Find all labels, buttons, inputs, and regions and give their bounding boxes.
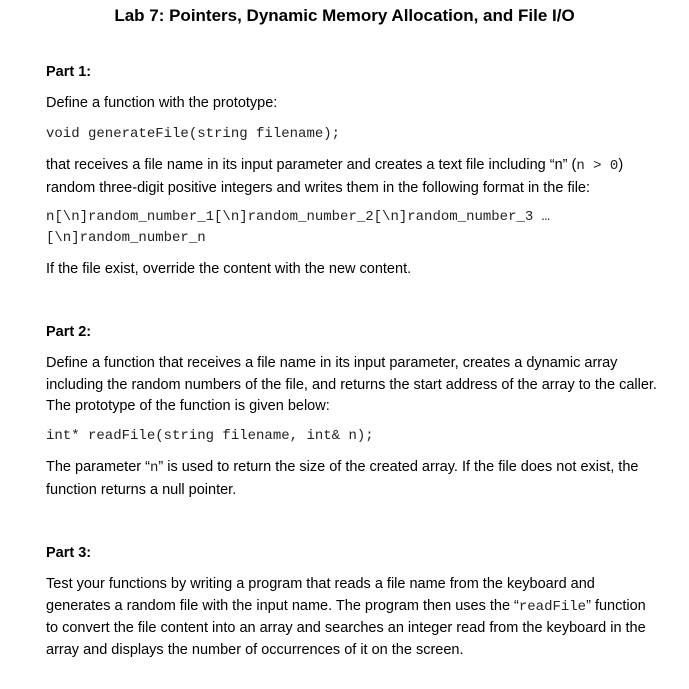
- part2-parameter-note: [46, 457, 659, 501]
- part1-desc-code: n > 0: [576, 158, 619, 174]
- part2-param-text-b: ” is used to return the size of the created array. If the file does not exist, the function returns a null pointer.: [46, 459, 639, 498]
- part3-heading: Part 3:: [46, 545, 92, 561]
- part2-prototype: int* readFile(string filename, int& n);: [46, 428, 374, 444]
- part2-heading: Part 2:: [46, 324, 92, 340]
- page-title: Lab 7: Pointers, Dynamic Memory Allocation, and File I/O: [114, 6, 575, 25]
- part3-desc-code: readFile: [518, 598, 587, 615]
- part3-desc-text-b: ” function to convert the file content into an array and searches an integer read from the keyboard in the array and displays the number of occurrences of it on the screen.: [46, 597, 646, 658]
- part1-desc-text-b: ) random three-digit positive integers and writes them in the following format in the file:: [46, 157, 624, 196]
- part3-description: [46, 574, 659, 661]
- part3-desc-text-a: Test your functions by writing a program that reads a file name from the keyboard and generates a random file with the input name. The program then uses the “: [46, 576, 595, 614]
- part1-heading: Part 1:: [46, 64, 92, 80]
- part1-format-line-2: [\n]random_number_n: [46, 230, 206, 246]
- part1-desc-text-a: that receives a file name in its input parameter and creates a text file including “n” (: [46, 157, 577, 173]
- part1-note: If the file exist, override the content with the new content.: [46, 261, 412, 277]
- part1-prototype: void generateFile(string filename);: [46, 126, 341, 142]
- part2-param-code: n: [149, 460, 159, 476]
- part2-description: Define a function that receives a file name in its input parameter, creates a dynamic array including the random numbers of the file, and returns the start address of the array to the caller. The prototype of the function is given below:: [46, 355, 657, 414]
- part1-intro: Define a function with the prototype:: [46, 95, 278, 111]
- part1-description: [46, 155, 659, 199]
- part2-param-text-a: The parameter “: [46, 459, 150, 475]
- part1-format-line-1: n[\n]random_number_1[\n]random_number_2[\n]random_number_3 …: [46, 209, 551, 225]
